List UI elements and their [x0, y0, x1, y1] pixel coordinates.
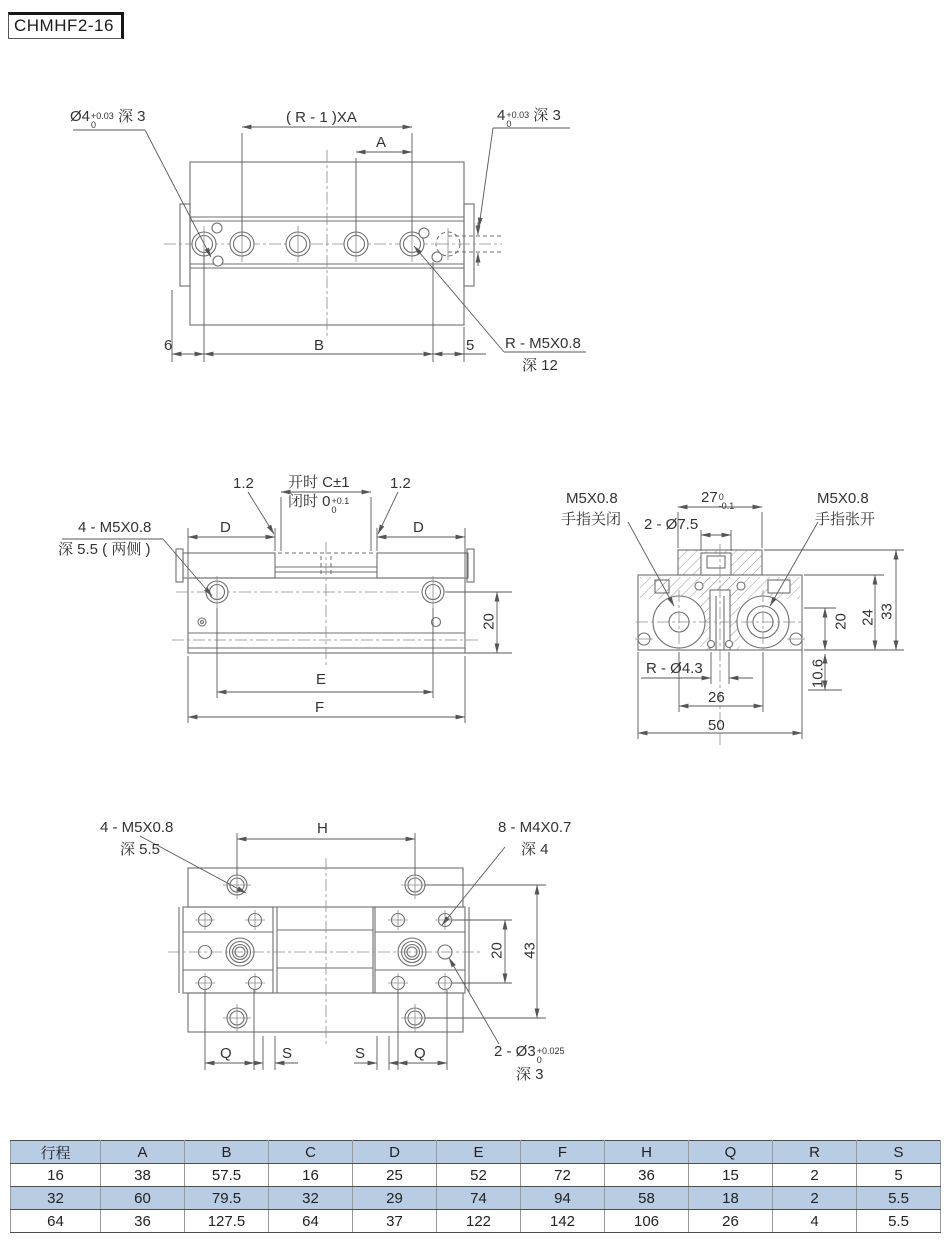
table-cell: 57.5 [185, 1164, 269, 1187]
dim-gap-right: 1.2 [390, 475, 411, 492]
dim-gap-left: 1.2 [233, 475, 254, 492]
table-cell: 72 [521, 1164, 605, 1187]
table-cell: 94 [521, 1187, 605, 1210]
dim-27: 27 0 -0.1 [701, 489, 735, 511]
dim-8-m4: 8 - M4X0.7 [498, 819, 572, 836]
dim-thread-depth-55: 深 5.5 ( 两侧 ) [58, 541, 151, 558]
table-header-cell: Q [689, 1141, 773, 1164]
dim-50: 50 [708, 717, 725, 734]
table-header-cell: R [773, 1141, 857, 1164]
part-number-title: CHMHF2-16 [8, 12, 124, 39]
table-cell: 127.5 [185, 1210, 269, 1233]
table-cell: 64 [269, 1210, 353, 1233]
dim-2-d3: 2 - Ø3 +0.025 0 [494, 1043, 565, 1065]
dim-20-section: 20 [832, 613, 850, 630]
table-header-cell: F [521, 1141, 605, 1164]
table-cell: 60 [101, 1187, 185, 1210]
dim-thread-4m5: 4 - M5X0.8 [78, 519, 152, 536]
dim-d-right: D [413, 519, 424, 536]
dim-d-left: D [220, 519, 231, 536]
table-cell: 29 [353, 1187, 437, 1210]
dim-q-left: Q [220, 1045, 232, 1062]
dim-f: F [315, 699, 325, 716]
dim-h: H [317, 820, 328, 837]
dim-s-left: S [282, 1045, 293, 1062]
table-cell: 58 [605, 1187, 689, 1210]
dim-thread-depth-12: 深 12 [522, 357, 558, 374]
dim-e: E [316, 671, 327, 688]
dim-2-d75: 2 - Ø7.5 [644, 516, 699, 533]
dim-thread-4m5-top: 4 - M5X0.8 [100, 819, 174, 836]
table-cell: 32 [11, 1187, 101, 1210]
table-cell: 5.5 [857, 1187, 941, 1210]
dim-6: 6 [164, 337, 173, 354]
table-row [11, 1210, 941, 1233]
dim-33: 33 [878, 603, 896, 620]
label-finger-open: 手指张开 [815, 511, 876, 528]
table-header-cell: C [269, 1141, 353, 1164]
table-row [11, 1187, 941, 1210]
table-header-row [11, 1141, 941, 1164]
table-cell: 2 [773, 1187, 857, 1210]
table-header-cell: 行程 [11, 1141, 101, 1164]
view-side [73, 127, 586, 362]
dim-20-front: 20 [480, 613, 498, 630]
table-cell: 16 [11, 1164, 101, 1187]
dim-d3-depth: 深 3 [516, 1066, 544, 1083]
dim-closed-0: 闭时 0 +0.1 0 [288, 493, 350, 515]
table-row [11, 1164, 941, 1187]
table-cell: 16 [269, 1164, 353, 1187]
dim-hole-right: 4 +0.03 0 深 3 [497, 107, 561, 129]
dim-q-right: Q [414, 1045, 426, 1062]
dim-20-plan: 20 [488, 942, 506, 959]
table-cell: 37 [353, 1210, 437, 1233]
table-cell: 106 [605, 1210, 689, 1233]
table-cell: 32 [269, 1187, 353, 1210]
table-cell: 26 [689, 1210, 773, 1233]
dim-106: 10.6 [809, 658, 827, 689]
table-cell: 36 [605, 1164, 689, 1187]
dim-a: A [376, 134, 387, 151]
table-cell: 5.5 [857, 1210, 941, 1233]
dim-43: 43 [521, 942, 539, 959]
table-cell: 25 [353, 1164, 437, 1187]
table-cell: 142 [521, 1210, 605, 1233]
table-cell: 4 [773, 1210, 857, 1233]
dim-5: 5 [466, 337, 475, 354]
table-header-cell: S [857, 1141, 941, 1164]
table-cell: 18 [689, 1187, 773, 1210]
table-cell: 15 [689, 1164, 773, 1187]
view-top-plan [140, 833, 546, 1070]
dim-m5-close: M5X0.8 [566, 490, 618, 507]
dimension-table [10, 1140, 941, 1233]
dim-thread-depth-55-top: 深 5.5 [120, 841, 161, 858]
table-cell: 5 [857, 1164, 941, 1187]
table-header-cell: H [605, 1141, 689, 1164]
table-header-cell: B [185, 1141, 269, 1164]
dim-26: 26 [708, 689, 725, 706]
table-header-cell: D [353, 1141, 437, 1164]
table-cell: 64 [11, 1210, 101, 1233]
label-finger-close: 手指关闭 [561, 511, 622, 528]
table-cell: 2 [773, 1164, 857, 1187]
table-cell: 52 [437, 1164, 521, 1187]
dim-m4-depth: 深 4 [521, 841, 549, 858]
table-header-cell: A [101, 1141, 185, 1164]
dim-s-right: S [355, 1045, 366, 1062]
table-cell: 74 [437, 1187, 521, 1210]
dim-r-d43: R - Ø4.3 [646, 660, 703, 677]
dim-m5-open: M5X0.8 [817, 490, 869, 507]
dim-b: B [314, 337, 325, 354]
table-cell: 122 [437, 1210, 521, 1233]
table-cell: 38 [101, 1164, 185, 1187]
dim-open-c: 开时 C±1 [288, 474, 350, 491]
dim-24: 24 [859, 609, 877, 626]
dim-pitch-span: ( R - 1 )XA [286, 109, 357, 126]
dim-hole-left: Ø4 +0.03 0 深 3 [70, 108, 146, 130]
table-cell: 79.5 [185, 1187, 269, 1210]
dim-thread-r: R - M5X0.8 [505, 335, 581, 352]
table-cell: 36 [101, 1210, 185, 1233]
table-header-cell: E [437, 1141, 521, 1164]
